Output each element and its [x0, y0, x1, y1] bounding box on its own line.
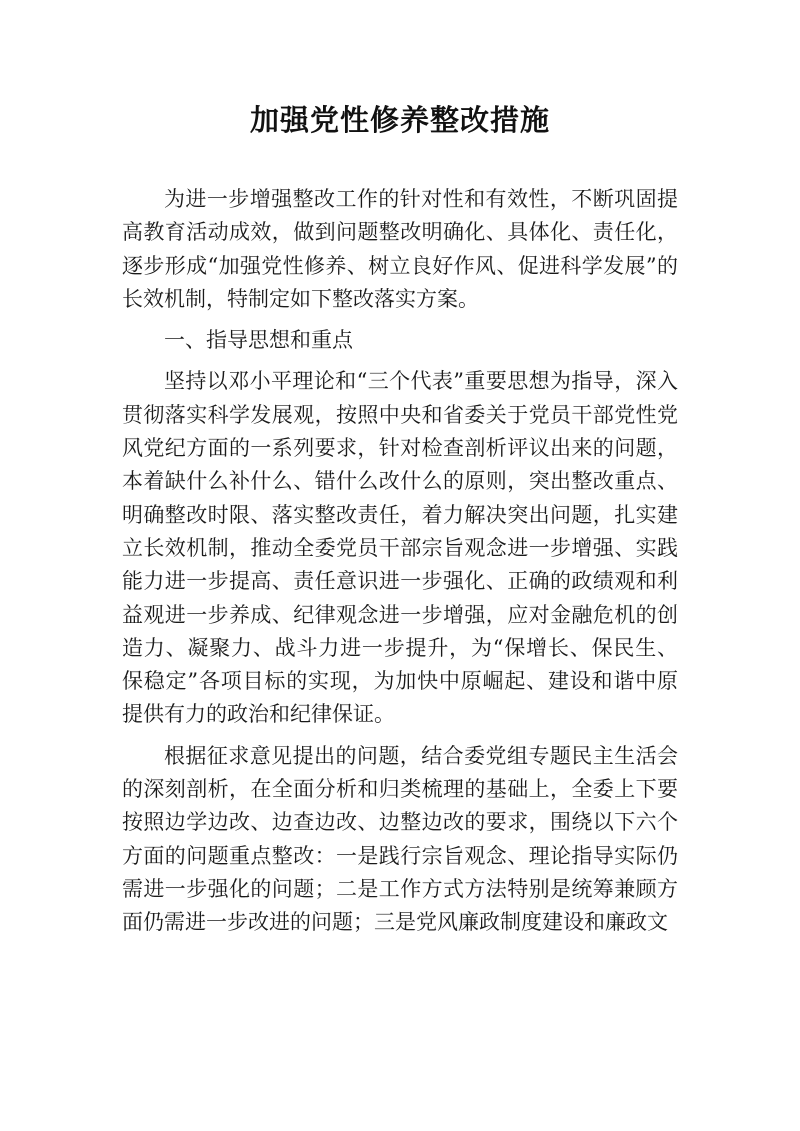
- section-heading: 一、指导思想和重点: [164, 328, 353, 353]
- rectification-focus-paragraph: 根据征求意见提出的问题，结合委党组专题民主生活会的深刻剖析，在全面分析和归类梳理的基础上，全委上下要按照边学边改、边查边改、边整边改的要求，围绕以下六个方面的问题重点整改：一是践行宗旨观念、理论指导实际仍需进一步强化的问题；二是工作方式方法特别是统筹兼顾方面仍需进一步改进的问题；三是党风廉政制度建设和廉政文: [122, 743, 678, 935]
- guiding-ideology-paragraph: 坚持以邓小平理论和“三个代表”重要思想为指导，深入贯彻落实科学发展观，按照中央和省委关于党员干部党性党风党纪方面的一系列要求，针对检查剖析评议出来的问题，本着缺什么补什么、错什么改什么的原则，突出整改重点、明确整改时限、落实整改责任，着力解决突出问题，扎实建立长效机制，推动全委党员干部宗旨观念进一步增强、实践能力进一步提高、责任意识进一步强化、正确的政绩观和利益观进一步养成、纪律观念进一步增强，应对金融危机的创造力、凝聚力、战斗力进一步提升，为“保增长、保民生、保稳定”各项目标的实现，为加快中原崛起、建设和谐中原提供有力的政治和纪律保证。: [122, 369, 678, 727]
- document-title: 加强党性修养整改措施: [249, 103, 550, 137]
- intro-paragraph: 为进一步增强整改工作的针对性和有效性，不断巩固提高教育活动成效，做到问题整改明确化、具体化、责任化，逐步形成“加强党性修养、树立良好作风、促进科学发展”的长效机制，特制定如下整改落实方案。: [122, 187, 678, 311]
- document-body: [122, 183, 678, 948]
